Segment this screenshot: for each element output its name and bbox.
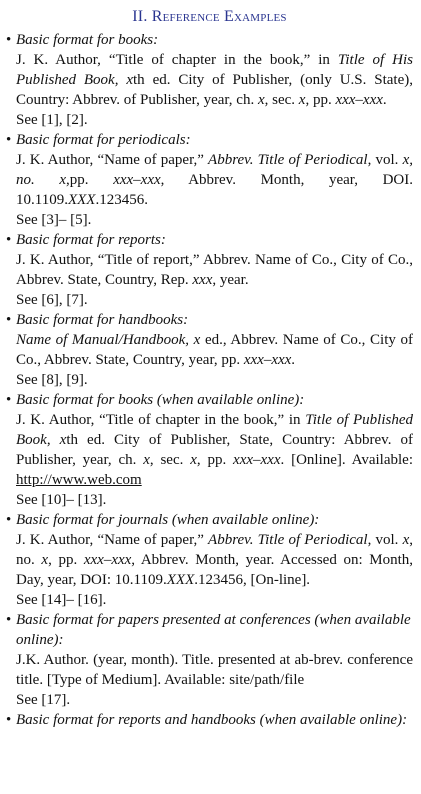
list-item [6,390,413,510]
text-segment: xxx [192,272,213,288]
reference-list [6,30,413,730]
bullet-icon: • [6,512,12,528]
text-segment: .123456. [95,192,148,208]
text-segment: xxx–xxx [233,452,281,468]
url-link[interactable]: http://www.web.com [16,472,142,488]
reference-example [16,410,413,490]
text-segment: Abbrev. Title of Periodical [208,532,368,548]
bullet-icon: • [6,232,12,248]
text-segment: x [126,72,134,88]
citation-reference: See [1], [2]. [16,112,88,128]
reference-example [16,250,413,290]
text-segment: Abbrev. Title of Periodical [208,152,368,168]
text-segment: XXX [67,192,96,208]
text-segment: J. K. Author, “Name of paper,” [16,532,209,548]
reference-example [16,150,413,210]
reference-example [16,330,413,370]
bullet-icon: • [6,132,12,148]
format-title: Basic format for books: [16,32,159,48]
format-title: Basic format for handbooks: [16,312,189,328]
citation-reference: See [17]. [16,692,71,708]
text-segment: x [402,532,410,548]
format-title: Basic format for reports: [16,232,166,248]
section-heading [6,6,413,28]
list-item [6,310,413,390]
bullet-icon: • [6,392,12,408]
text-segment: ,pp. [66,172,114,188]
text-segment: , sec. [149,452,191,468]
bullet-icon: • [6,312,12,328]
text-segment: Title of His Published Book, [16,52,413,88]
format-title: Basic format for periodicals: [16,132,191,148]
text-segment: XXX [166,572,195,588]
text-segment: , pp. [196,452,234,468]
format-title: Basic format for papers presented at conferences (when available online): [16,612,411,648]
text-segment: x [298,92,306,108]
text-segment: xxx–xxx [113,172,161,188]
reference-example [16,530,413,590]
citation-reference: See [3]– [5]. [16,212,92,228]
text-segment: J. K. Author, “Title of report,” Abbrev. Name of Co., City of Co., Abbrev. State, Country, Rep. [16,252,413,288]
list-item [6,510,413,610]
text-segment: Name of Manual/Handbook, x [16,332,201,348]
citation-reference: See [8], [9]. [16,372,88,388]
section-title-text: Reference Examples [151,8,287,25]
text-segment: x [143,452,150,468]
text-segment: xxx–xxx [335,92,383,108]
reference-example [16,50,413,110]
text-segment: , Abbrev. Month, year. Accessed on: Month, Day, year, DOI: 10.1109. [16,552,414,588]
list-item [6,710,413,730]
text-segment: , vol. [367,152,403,168]
bullet-icon: • [6,612,12,628]
citation-reference: See [6], [7]. [16,292,88,308]
text-segment: x [190,452,197,468]
format-title: Basic format for journals (when available online): [16,512,320,528]
text-segment: , sec. [264,92,299,108]
text-segment: . [382,92,387,108]
text-segment: ed., Abbrev. Name of Co., City of Co., Abbrev. State, Country, year, pp. [16,332,414,368]
reference-example [16,650,413,690]
citation-reference: See [14]– [16]. [16,592,107,608]
list-item [6,610,413,710]
list-item [6,130,413,230]
text-segment: , year. [212,272,249,288]
bullet-icon: • [6,712,12,728]
text-segment: , pp. [305,92,336,108]
list-item [6,230,413,310]
text-segment: , Abbrev. Month, year, DOI. 10.1109. [16,172,413,208]
citation-reference: See [10]– [13]. [16,492,107,508]
text-segment: J. K. Author, “Title of chapter in the book,” in [16,52,338,68]
text-segment: Title of Published Book [16,412,414,448]
text-segment: , pp. [48,552,84,568]
text-segment: x [59,432,67,448]
text-segment: x [41,552,49,568]
text-segment: . [Online]. Available: [280,452,414,468]
text-segment: xxx–xxx [243,352,292,368]
format-title: Basic format for books (when available online): [16,392,305,408]
text-segment: x [257,92,265,108]
text-segment: .123456, [On-line]. [194,572,311,588]
text-segment: th ed. City of Publisher, State, Country: Abbrev. of Publisher, year, ch. [16,432,414,468]
text-segment: . [291,352,296,368]
text-segment: J.K. Author. (year, month). Title. presented at ab-brev. conference title. [Type of Medium]. Available: site/path/file [16,652,413,688]
format-title: Basic format for reports and handbooks (when available online): [16,712,408,728]
text-segment: J. K. Author, “Name of paper,” [16,152,209,168]
text-segment: xxx–xxx [83,552,132,568]
text-segment: x, no. x [16,152,414,188]
text-segment: J. K. Author, “Title of chapter in the book,” in [16,412,306,428]
list-item [6,30,413,130]
section-number: II. [132,8,148,25]
text-segment: , vol. [367,532,403,548]
text-segment: , [46,432,60,448]
text-segment: th ed. City of Publisher, (only U.S. State), Country: Abbrev. of Publisher, year, ch. [16,72,413,108]
bullet-icon: • [6,32,12,48]
text-segment: , no. [16,532,414,568]
